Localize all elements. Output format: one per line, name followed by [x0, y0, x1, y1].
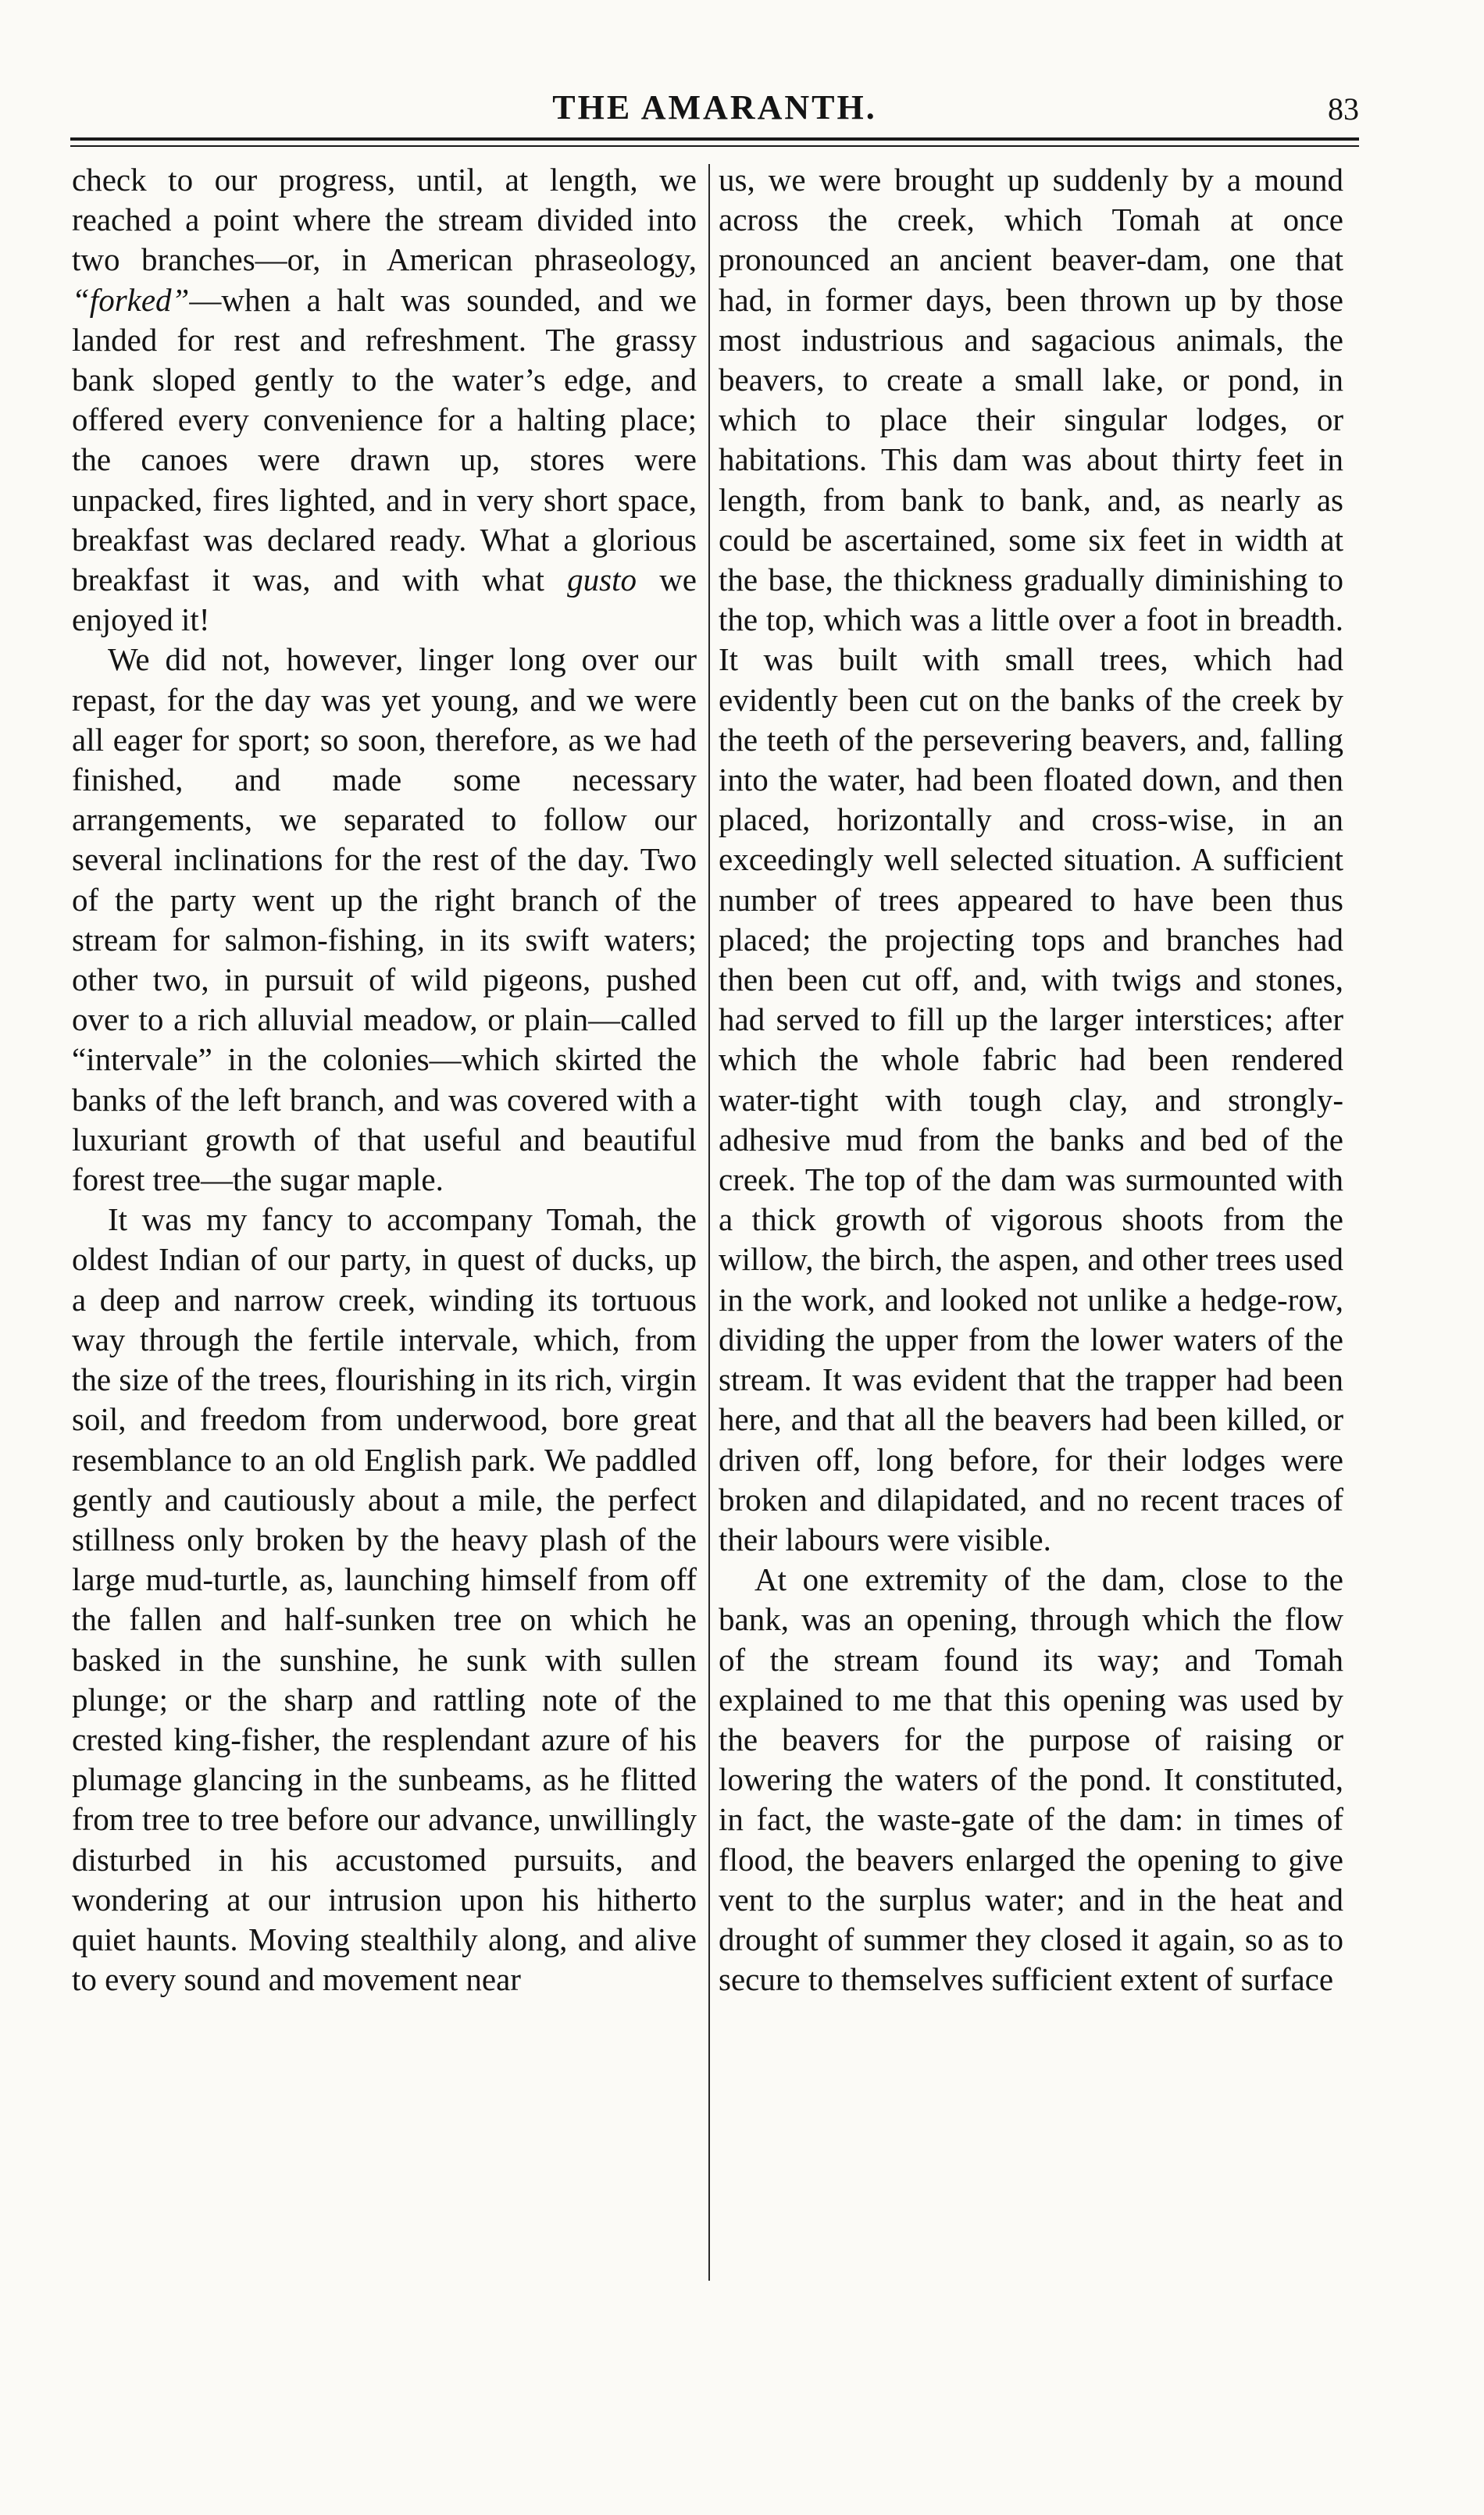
page-header — [70, 87, 1359, 134]
text-run: we enjoyed it! — [72, 562, 697, 638]
paragraph: We did not, however, linger long over our repast, for the day was yet young, and we were all eager for sport; so soon, therefore, as we had finished, and made some necessary arrangements, we separated to follow our several inclinations for the rest of the day. Two of the party went up the right branch of the stream for salmon-fishing, in its swift waters; other two, in pursuit of wild pigeons, pushed over to a rich alluvial meadow, or plain—called “intervale” in the colonies—which skirted the banks of the left branch, and was covered with a luxuriant growth of that useful and beautiful forest tree—the sugar maple. — [72, 641, 697, 1198]
header-rule-thick — [70, 137, 1359, 141]
right-column — [719, 160, 1343, 2300]
text-run: —when a halt was sounded, and we landed for rest and refreshment. The grassy bank sloped gently to the water’s edge, and offered every convenience for a halting place; the canoes were drawn up, stores were unpacked, fires lighted, and in very short space, breakfast was declared ready. What a glorious breakfast it was, and with what — [72, 281, 697, 598]
italic-text: “forked” — [72, 281, 190, 318]
running-title: THE AMARANTH. — [552, 88, 877, 127]
italic-text: gusto — [567, 562, 637, 598]
paragraph — [72, 160, 697, 640]
paragraph: At one extremity of the dam, close to the bank, was an opening, through which the flow of the stream found its way; and Tomah explained to me that this opening was used by the beavers for the purpose of raising or lowering the waters of the pond. It constituted, in fact, the waste-gate of the dam: in times of flood, the beavers enlarged the opening to give vent to the surplus water; and in the heat and drought of summer they closed it again, so as to secure to themselves sufficient extent of surface — [719, 1561, 1343, 1998]
column-divider — [708, 164, 710, 2281]
left-column — [72, 160, 697, 2300]
paragraph: It was my fancy to accompany Tomah, the oldest Indian of our party, in quest of ducks, up a deep and narrow creek, winding its tortuous way through the fertile intervale, which, from the size of the trees, flourishing in its rich, virgin soil, and freedom from underwood, bore great resemblance to an old English park. We paddled gently and cautiously about a mile, the perfect stillness only broken by the heavy plash of the large mud-turtle, as, launching himself from off the fallen and half-sunken tree on which he basked in the sunshine, he sunk with sullen plunge; or the sharp and rattling note of the crested king-fisher, the resplendant azure of his plumage glancing in the sunbeams, as he flitted from tree to tree before our advance, unwillingly disturbed in his accustomed pursuits, and wondering at our intrusion upon his hitherto quiet haunts. Moving stealthily along, and alive to every sound and movement near — [72, 1201, 697, 1998]
text-run: check to our progress, until, at length, we reached a point where the stream divided into two branches—or, in American phraseology, — [72, 162, 697, 278]
page-number: 83 — [1328, 91, 1359, 127]
header-rule-thin — [70, 145, 1359, 147]
paragraph: us, we were brought up suddenly by a mound across the creek, which Tomah at once pronounced an ancient beaver-dam, one that had, in former days, been thrown up by those most industrious and sagacious animals, the beavers, to create a small lake, or pond, in which to place their singular lodges, or habitations. This dam was about thirty feet in length, from bank to bank, and, as nearly as could be ascertained, some six feet in width at the base, the thickness gradually diminishing to the top, which was a little over a foot in breadth. It was built with small trees, which had evidently been cut on the banks of the creek by the teeth of the persevering beavers, and, falling into the water, had been floated down, and then placed, horizontally and cross-wise, in an exceedingly well selected situation. A sufficient number of trees appeared to have been thus placed; the projecting tops and branches had then been cut off, and, with twigs and stones, had served to fill up the larger interstices; after which the whole fabric had been rendered water-tight with tough clay, and strongly-adhesive mud from the banks and bed of the creek. The top of the dam was surmounted with a thick growth of vigorous shoots from the willow, the birch, the aspen, and other trees used in the work, and looked not unlike a hedge-row, dividing the upper from the lower waters of the stream. It was evident that the trapper had been here, and that all the beavers had been killed, or driven off, long before, for their lodges were broken and dilapidated, and no recent traces of their labours were visible. — [719, 162, 1343, 1557]
